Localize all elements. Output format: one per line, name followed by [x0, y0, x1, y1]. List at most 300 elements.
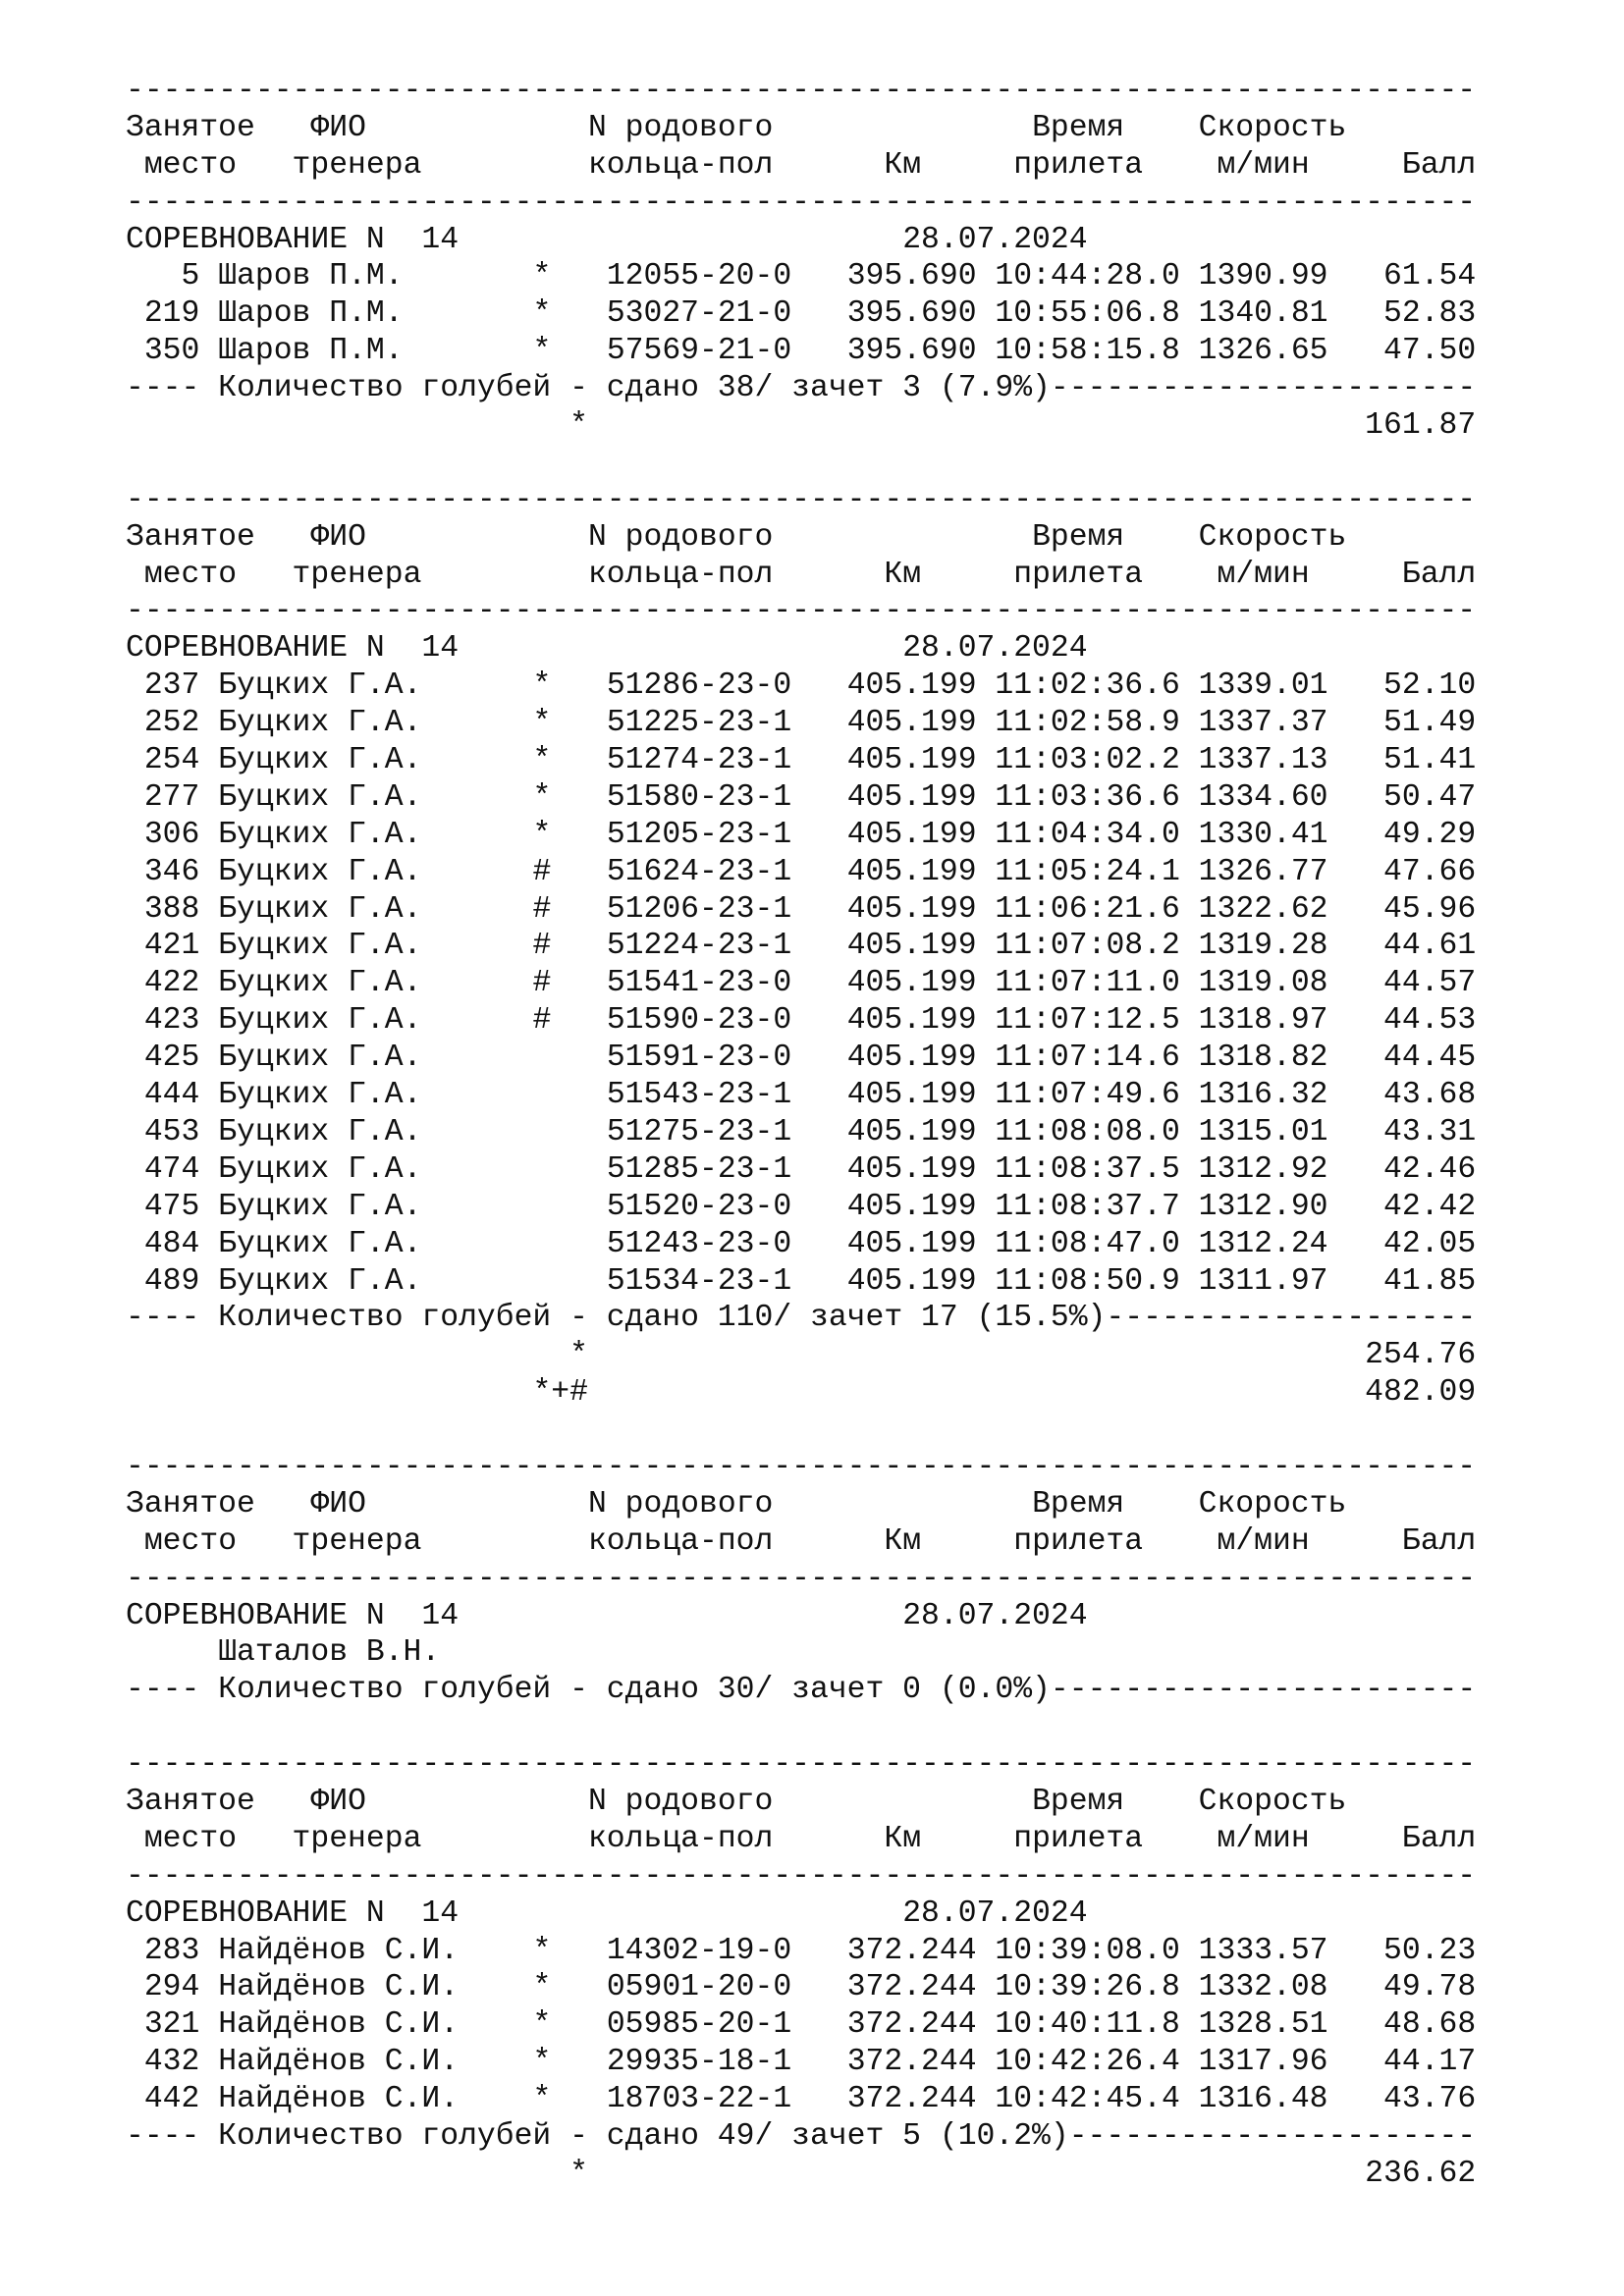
competition-line	[126, 222, 1476, 259]
col-header-time-2: прилета	[1013, 1821, 1144, 1856]
result-row	[126, 667, 1476, 705]
mark-cell: *	[532, 2045, 552, 2080]
col-header-name-2: тренера	[292, 147, 422, 183]
ring-cell: 51286-23-0	[606, 668, 792, 704]
km-cell: 395.690	[846, 296, 977, 332]
speed-cell: 1332.08	[1198, 1970, 1328, 2005]
points-cell: 44.53	[1383, 1003, 1477, 1039]
points-cell: 50.47	[1383, 779, 1477, 815]
competition-date: 28.07.2024	[902, 1896, 1088, 1931]
trainer-cell: Буцких Г.А.	[218, 966, 422, 1001]
time-cell: 11:06:21.6	[995, 891, 1180, 927]
time-cell: 10:42:45.4	[995, 2082, 1180, 2117]
ring-cell: 51543-23-1	[606, 1078, 792, 1113]
km-cell: 372.244	[846, 1970, 977, 2005]
time-cell: 10:55:06.8	[995, 296, 1180, 332]
header-top-divider	[126, 1746, 1476, 1784]
points-cell: 47.66	[1383, 854, 1477, 889]
speed-cell: 1339.01	[1198, 668, 1328, 704]
place-cell: 489	[143, 1263, 200, 1299]
km-cell: 405.199	[846, 779, 977, 815]
result-row	[126, 1002, 1476, 1040]
divider-line: -------------------------------------------------------------------------	[126, 1747, 1477, 1783]
ring-cell: 51591-23-0	[606, 1041, 792, 1076]
competition-date: 28.07.2024	[902, 1598, 1088, 1633]
points-cell: 44.61	[1383, 929, 1477, 964]
speed-cell: 1316.32	[1198, 1078, 1328, 1113]
km-cell: 405.199	[846, 743, 977, 778]
mark-cell: #	[532, 929, 552, 964]
header-top-divider	[126, 1449, 1476, 1486]
total-mark: *+#	[532, 1375, 588, 1411]
trainer-cell: Буцких Г.А.	[218, 1003, 422, 1039]
summary-divider-fill: -----------------------	[1050, 371, 1477, 406]
points-cell: 44.45	[1383, 1041, 1477, 1076]
km-cell: 372.244	[846, 1933, 977, 1968]
km-cell: 372.244	[846, 2045, 977, 2080]
points-cell: 42.42	[1383, 1189, 1477, 1224]
points-total-line	[126, 1337, 1476, 1374]
competition-title: СОРЕВНОВАНИЕ N 14	[126, 1896, 460, 1931]
total-points: 236.62	[1365, 2156, 1477, 2191]
mark-cell: *	[532, 817, 552, 852]
ring-cell: 29935-18-1	[606, 2045, 792, 2080]
competition-title: СОРЕВНОВАНИЕ N 14	[126, 222, 460, 257]
col-header-ring-2: кольца-пол	[587, 147, 774, 183]
result-row	[126, 965, 1476, 1002]
km-cell: 395.690	[846, 259, 977, 294]
place-cell: 432	[143, 2045, 200, 2080]
time-cell: 10:42:26.4	[995, 2045, 1180, 2080]
km-cell: 405.199	[846, 891, 977, 927]
points-total-line	[126, 1374, 1476, 1412]
competition-line	[126, 1598, 1476, 1635]
points-cell: 44.57	[1383, 966, 1477, 1001]
col-header-speed: Скорость	[1198, 1486, 1347, 1522]
ring-cell: 51275-23-1	[606, 1114, 792, 1149]
points-cell: 42.46	[1383, 1151, 1477, 1187]
place-cell: 425	[143, 1041, 200, 1076]
time-cell: 11:05:24.1	[995, 854, 1180, 889]
col-header-place: Занятое	[126, 1784, 255, 1819]
col-header-place: Занятое	[126, 110, 255, 145]
result-row	[126, 891, 1476, 929]
speed-cell: 1328.51	[1198, 2007, 1328, 2043]
km-cell: 395.690	[846, 334, 977, 369]
divider-line: -------------------------------------------------------------------------	[126, 185, 1477, 220]
result-row	[126, 295, 1476, 333]
time-cell: 11:03:02.2	[995, 743, 1180, 778]
points-cell: 50.23	[1383, 1933, 1477, 1968]
trainer-cell: Шаров П.М.	[218, 334, 404, 369]
col-header-name: ФИО	[310, 110, 366, 145]
competition-title: СОРЕВНОВАНИЕ N 14	[126, 631, 460, 667]
place-cell: 277	[143, 779, 200, 815]
col-header-speed-2: м/мин	[1217, 1523, 1310, 1559]
time-cell: 11:08:08.0	[995, 1114, 1180, 1149]
points-cell: 44.17	[1383, 2045, 1477, 2080]
points-cell: 43.31	[1383, 1114, 1477, 1149]
results-report	[126, 73, 1476, 2193]
mark-cell: *	[532, 1933, 552, 1968]
time-cell: 11:08:47.0	[995, 1226, 1180, 1261]
time-cell: 10:39:26.8	[995, 1970, 1180, 2005]
result-row	[126, 1114, 1476, 1151]
speed-cell: 1330.41	[1198, 817, 1328, 852]
ring-cell: 51285-23-1	[606, 1151, 792, 1187]
trainer-cell: Буцких Г.А.	[218, 817, 422, 852]
blank-line	[126, 445, 1476, 482]
header-row-1	[126, 1784, 1476, 1821]
summary-prefix: ---- Количество голубей -	[126, 371, 607, 406]
place-cell: 422	[143, 966, 200, 1001]
km-cell: 372.244	[846, 2082, 977, 2117]
mark-cell: *	[532, 259, 552, 294]
place-cell: 388	[143, 891, 200, 927]
pigeon-count-summary	[126, 2118, 1476, 2156]
trainer-name-line	[126, 1634, 1476, 1672]
col-header-ring: N родового	[587, 519, 774, 555]
col-header-place-2: место	[143, 557, 238, 592]
points-cell: 41.85	[1383, 1263, 1477, 1299]
ring-cell: 51534-23-1	[606, 1263, 792, 1299]
result-row	[126, 2006, 1476, 2044]
place-cell: 444	[143, 1078, 200, 1113]
divider-line: -------------------------------------------------------------------------	[126, 1561, 1477, 1596]
col-header-ring-2: кольца-пол	[587, 1523, 774, 1559]
col-header-place-2: место	[143, 1523, 238, 1559]
blank-line	[126, 1709, 1476, 1746]
col-header-km: Км	[884, 147, 922, 183]
trainer-cell: Буцких Г.А.	[218, 854, 422, 889]
points-cell: 52.83	[1383, 296, 1477, 332]
speed-cell: 1326.65	[1198, 334, 1328, 369]
time-cell: 11:07:12.5	[995, 1003, 1180, 1039]
divider-line: -------------------------------------------------------------------------	[126, 74, 1477, 108]
col-header-km: Км	[884, 1523, 922, 1559]
speed-cell: 1319.08	[1198, 966, 1328, 1001]
divider-line: -------------------------------------------------------------------------	[126, 1449, 1477, 1484]
km-cell: 405.199	[846, 966, 977, 1001]
col-header-speed: Скорость	[1198, 519, 1347, 555]
header-row-2	[126, 557, 1476, 594]
summary-text: сдано 30/ зачет 0 (0.0%)	[606, 1673, 1051, 1708]
trainer-cell: Шаров П.М.	[218, 259, 404, 294]
km-cell: 405.199	[846, 706, 977, 741]
header-row-1	[126, 1486, 1476, 1523]
divider-line: -------------------------------------------------------------------------	[126, 594, 1477, 629]
km-cell: 405.199	[846, 854, 977, 889]
place-cell: 474	[143, 1151, 200, 1187]
result-row	[126, 1189, 1476, 1226]
ring-cell: 51225-23-1	[606, 706, 792, 741]
points-total-line	[126, 407, 1476, 445]
place-cell: 294	[143, 1970, 200, 2005]
points-cell: 52.10	[1383, 668, 1477, 704]
points-cell: 51.41	[1383, 743, 1477, 778]
speed-cell: 1312.24	[1198, 1226, 1328, 1261]
mark-cell: *	[532, 1970, 552, 2005]
total-points: 161.87	[1365, 408, 1477, 444]
header-row-2	[126, 1821, 1476, 1858]
mark-cell: *	[532, 668, 552, 704]
mark-cell: *	[532, 296, 552, 332]
col-header-km: Км	[884, 1821, 922, 1856]
result-row	[126, 1226, 1476, 1263]
points-cell: 43.68	[1383, 1078, 1477, 1113]
col-header-name: ФИО	[310, 1784, 366, 1819]
place-cell: 306	[143, 817, 200, 852]
result-row	[126, 1969, 1476, 2006]
ring-cell: 51206-23-1	[606, 891, 792, 927]
col-header-name: ФИО	[310, 519, 366, 555]
summary-prefix: ---- Количество голубей -	[126, 2118, 607, 2154]
trainer-cell: Буцких Г.А.	[218, 668, 422, 704]
pigeon-count-summary	[126, 370, 1476, 407]
trainer-cell: Найдёнов С.И.	[218, 2082, 460, 2117]
ring-cell: 51624-23-1	[606, 854, 792, 889]
col-header-time-2: прилета	[1013, 147, 1144, 183]
competition-date: 28.07.2024	[902, 631, 1088, 667]
divider-line: -------------------------------------------------------------------------	[126, 1858, 1477, 1894]
trainer-cell: Буцких Г.А.	[218, 1114, 422, 1149]
summary-divider-fill: -----------------------	[1050, 1673, 1477, 1708]
trainer-cell: Буцких Г.А.	[218, 891, 422, 927]
mark-cell: *	[532, 2007, 552, 2043]
competition-line	[126, 630, 1476, 667]
time-cell: 10:58:15.8	[995, 334, 1180, 369]
summary-text: сдано 49/ зачет 5 (10.2%)	[606, 2118, 1069, 2154]
place-cell: 237	[143, 668, 200, 704]
col-header-speed: Скорость	[1198, 1784, 1347, 1819]
speed-cell: 1340.81	[1198, 296, 1328, 332]
trainer-name: Шаталов В.Н.	[218, 1635, 441, 1671]
blank-line	[126, 1412, 1476, 1449]
mark-cell: *	[532, 334, 552, 369]
result-row	[126, 1151, 1476, 1189]
trainer-cell: Буцких Г.А.	[218, 779, 422, 815]
ring-cell: 05985-20-1	[606, 2007, 792, 2043]
time-cell: 10:40:11.8	[995, 2007, 1180, 2043]
time-cell: 10:39:08.0	[995, 1933, 1180, 1968]
result-row	[126, 1263, 1476, 1301]
time-cell: 11:08:37.5	[995, 1151, 1180, 1187]
result-row	[126, 854, 1476, 891]
km-cell: 405.199	[846, 1189, 977, 1224]
speed-cell: 1390.99	[1198, 259, 1328, 294]
ring-cell: 57569-21-0	[606, 334, 792, 369]
summary-divider-fill: ----------------------	[1068, 2118, 1477, 2154]
col-header-points: Балл	[1401, 1523, 1477, 1559]
col-header-name: ФИО	[310, 1486, 366, 1522]
col-header-place: Занятое	[126, 519, 255, 555]
points-cell: 42.05	[1383, 1226, 1477, 1261]
mark-cell: #	[532, 1003, 552, 1039]
km-cell: 405.199	[846, 1151, 977, 1187]
km-cell: 405.199	[846, 668, 977, 704]
speed-cell: 1337.37	[1198, 706, 1328, 741]
header-row-2	[126, 1523, 1476, 1561]
speed-cell: 1322.62	[1198, 891, 1328, 927]
col-header-time-2: прилета	[1013, 557, 1144, 592]
speed-cell: 1312.92	[1198, 1151, 1328, 1187]
km-cell: 405.199	[846, 1226, 977, 1261]
place-cell: 442	[143, 2082, 200, 2117]
place-cell: 252	[143, 706, 200, 741]
place-cell: 254	[143, 743, 200, 778]
col-header-place: Занятое	[126, 1486, 255, 1522]
col-header-place-2: место	[143, 1821, 238, 1856]
time-cell: 11:08:50.9	[995, 1263, 1180, 1299]
mark-cell: #	[532, 966, 552, 1001]
result-row	[126, 817, 1476, 854]
trainer-cell: Буцких Г.А.	[218, 743, 422, 778]
place-cell: 5	[181, 259, 200, 294]
ring-cell: 53027-21-0	[606, 296, 792, 332]
total-mark: *	[569, 2156, 588, 2191]
ring-cell: 51541-23-0	[606, 966, 792, 1001]
km-cell: 405.199	[846, 1003, 977, 1039]
col-header-name-2: тренера	[292, 1821, 422, 1856]
points-total-line	[126, 2156, 1476, 2193]
header-row-2	[126, 147, 1476, 185]
header-bottom-divider	[126, 1858, 1476, 1896]
trainer-cell: Буцких Г.А.	[218, 1263, 422, 1299]
col-header-ring: N родового	[587, 1486, 774, 1522]
result-row	[126, 1933, 1476, 1970]
ring-cell: 51243-23-0	[606, 1226, 792, 1261]
points-cell: 45.96	[1383, 891, 1477, 927]
col-header-ring-2: кольца-пол	[587, 557, 774, 592]
col-header-ring: N родового	[587, 110, 774, 145]
competition-title: СОРЕВНОВАНИЕ N 14	[126, 1598, 460, 1633]
header-row-1	[126, 519, 1476, 557]
mark-cell: *	[532, 706, 552, 741]
trainer-cell: Буцких Г.А.	[218, 1078, 422, 1113]
time-cell: 11:03:36.6	[995, 779, 1180, 815]
result-row	[126, 2081, 1476, 2118]
total-points: 482.09	[1365, 1375, 1477, 1411]
ring-cell: 51520-23-0	[606, 1189, 792, 1224]
col-header-ring-2: кольца-пол	[587, 1821, 774, 1856]
ring-cell: 51205-23-1	[606, 817, 792, 852]
mark-cell: #	[532, 854, 552, 889]
summary-text: сдано 110/ зачет 17 (15.5%)	[606, 1301, 1107, 1336]
speed-cell: 1334.60	[1198, 779, 1328, 815]
result-row	[126, 258, 1476, 295]
col-header-speed-2: м/мин	[1217, 147, 1310, 183]
summary-prefix: ---- Количество голубей -	[126, 1673, 607, 1708]
mark-cell: *	[532, 743, 552, 778]
divider-line: -------------------------------------------------------------------------	[126, 482, 1477, 517]
speed-cell: 1317.96	[1198, 2045, 1328, 2080]
pigeon-count-summary	[126, 1672, 1476, 1709]
col-header-ring: N родового	[587, 1784, 774, 1819]
place-cell: 350	[143, 334, 200, 369]
total-mark: *	[569, 1338, 588, 1373]
place-cell: 453	[143, 1114, 200, 1149]
col-header-place-2: место	[143, 147, 238, 183]
time-cell: 11:07:08.2	[995, 929, 1180, 964]
points-cell: 49.78	[1383, 1970, 1477, 2005]
km-cell: 405.199	[846, 1263, 977, 1299]
total-mark: *	[569, 408, 588, 444]
points-cell: 51.49	[1383, 706, 1477, 741]
km-cell: 405.199	[846, 1078, 977, 1113]
place-cell: 423	[143, 1003, 200, 1039]
trainer-cell: Буцких Г.А.	[218, 1041, 422, 1076]
col-header-time: Время	[1032, 1784, 1125, 1819]
col-header-time: Время	[1032, 519, 1125, 555]
trainer-cell: Найдёнов С.И.	[218, 1933, 460, 1968]
speed-cell: 1333.57	[1198, 1933, 1328, 1968]
competition-line	[126, 1896, 1476, 1933]
col-header-speed-2: м/мин	[1217, 557, 1310, 592]
km-cell: 405.199	[846, 1041, 977, 1076]
place-cell: 219	[143, 296, 200, 332]
km-cell: 405.199	[846, 817, 977, 852]
result-row	[126, 1077, 1476, 1114]
points-cell: 49.29	[1383, 817, 1477, 852]
col-header-time: Время	[1032, 1486, 1125, 1522]
place-cell: 475	[143, 1189, 200, 1224]
col-header-points: Балл	[1401, 557, 1477, 592]
km-cell: 405.199	[846, 929, 977, 964]
header-bottom-divider	[126, 185, 1476, 222]
result-row	[126, 2044, 1476, 2081]
place-cell: 283	[143, 1933, 200, 1968]
mark-cell: *	[532, 779, 552, 815]
summary-prefix: ---- Количество голубей -	[126, 1301, 607, 1336]
trainer-cell: Найдёнов С.И.	[218, 2045, 460, 2080]
header-row-1	[126, 110, 1476, 147]
speed-cell: 1315.01	[1198, 1114, 1328, 1149]
ring-cell: 51590-23-0	[606, 1003, 792, 1039]
speed-cell: 1312.90	[1198, 1189, 1328, 1224]
summary-text: сдано 38/ зачет 3 (7.9%)	[606, 371, 1051, 406]
speed-cell: 1311.97	[1198, 1263, 1328, 1299]
header-bottom-divider	[126, 593, 1476, 630]
speed-cell: 1337.13	[1198, 743, 1328, 778]
points-cell: 43.76	[1383, 2082, 1477, 2117]
place-cell: 346	[143, 854, 200, 889]
result-row	[126, 779, 1476, 817]
ring-cell: 18703-22-1	[606, 2082, 792, 2117]
competition-date: 28.07.2024	[902, 222, 1088, 257]
trainer-cell: Буцких Г.А.	[218, 1226, 422, 1261]
speed-cell: 1326.77	[1198, 854, 1328, 889]
col-header-points: Балл	[1401, 147, 1477, 183]
ring-cell: 51224-23-1	[606, 929, 792, 964]
mark-cell: #	[532, 891, 552, 927]
speed-cell: 1319.28	[1198, 929, 1328, 964]
km-cell: 372.244	[846, 2007, 977, 2043]
trainer-cell: Буцких Г.А.	[218, 706, 422, 741]
result-row	[126, 742, 1476, 779]
col-header-name-2: тренера	[292, 557, 422, 592]
total-points: 254.76	[1365, 1338, 1477, 1373]
ring-cell: 51274-23-1	[606, 743, 792, 778]
header-bottom-divider	[126, 1561, 1476, 1598]
time-cell: 11:04:34.0	[995, 817, 1180, 852]
time-cell: 11:07:14.6	[995, 1041, 1180, 1076]
place-cell: 321	[143, 2007, 200, 2043]
ring-cell: 05901-20-0	[606, 1970, 792, 2005]
col-header-km: Км	[884, 557, 922, 592]
result-row	[126, 1040, 1476, 1077]
points-cell: 48.68	[1383, 2007, 1477, 2043]
time-cell: 11:07:49.6	[995, 1078, 1180, 1113]
